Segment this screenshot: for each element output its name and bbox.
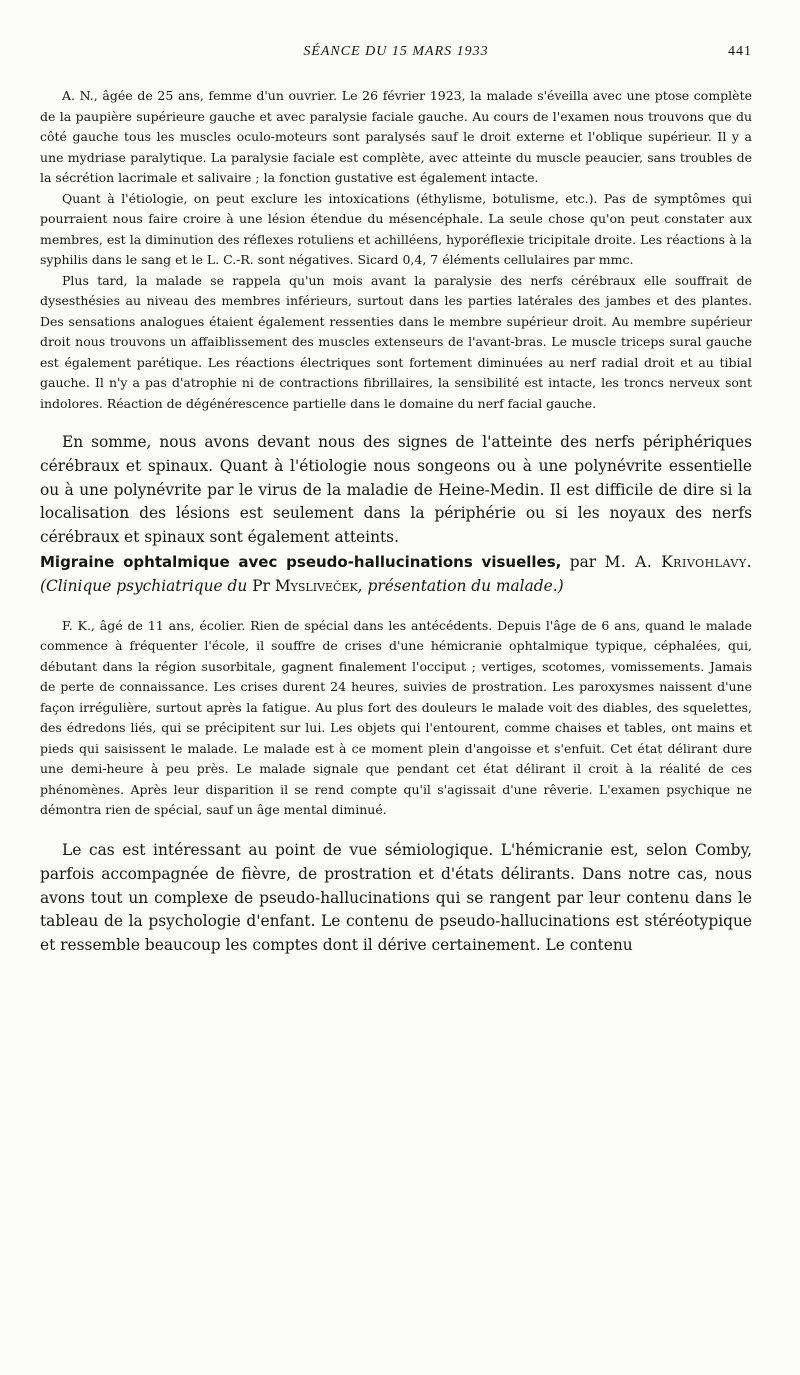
article-heading: [40, 550, 752, 598]
case-report-paragraph: F. K., âgé de 11 ans, écolier. Rien de spécial dans les antécédents. Depuis l'âge de 6 ans, quand le malade commence à fréquenter l'école, il souffre de crises d'une hémicranie ophtalmique typique, céphalées, qui, débutant dans la région susorbitale, gagnent finalement l'occiput ; vertiges, scotomes, vomissements. Jamais de perte de connaissance. Les crises durent 24 heures, suivies de prostration. Les paroxysmes naissent d'une façon irrégulière, surtout après la fatigue. Au plus fort des douleurs le malade voit des diables, des squelettes, des édredons liés, qui se précipitent sur lui. Les objets qui l'entourent, comme chaises et tables, ont mains et pieds qui saisissent le malade. Le malade est à ce moment plein d'angoisse et s'enfuit. Cet état délirant dure une demi-heure à peu près. Le malade signale que pendant cet état délirant il croit à la réalité de ces phénomènes. Après leur disparition il se rend compte qu'il s'agissait d'une rêverie. L'examen psychique ne démontra rien de spécial, sauf un âge mental diminué.: [40, 617, 752, 818]
article-author: M. A. Krivohlavy.: [604, 552, 752, 571]
summary-paragraph: En somme, nous avons devant nous des signes de l'atteinte des nerfs périphériques cérébraux et spinaux. Quant à l'étiologie nous songeons ou à une polynévrite essentielle ou à une polynévrite par le virus de la maladie de Heine-Medin. Il est difficile de dire si la localisation des lésions est seulement dans la périphérie ou si les noyaux des nerfs cérébraux et spinaux sont également atteints.: [40, 433, 752, 547]
discussion-paragraph: Le cas est intéressant au point de vue sémiologique. L'hémicranie est, selon Comby, parfois accompagnée de fièvre, de prostration et d'états délirants. Dans notre cas, nous avons tout un complexe de pseudo-hallucinations qui se rangent par leur contenu dans le tableau de la psychologie d'enfant. Le contenu de pseudo-hallucinations est stéréotypique et ressemble beaucoup les comptes dont il dérive certainement. Le contenu: [40, 840, 752, 955]
journal-page: [40, 40, 752, 1340]
case-paragraph-1: A. N., âgée de 25 ans, femme d'un ouvrier. Le 26 février 1923, la malade s'éveilla avec une ptose complète de la paupière supérieure gauche et avec paralysie faciale gauche. Au cours de l'examen nous trouvons que du côté gauche tous les muscles oculo-moteurs sont paralysés sauf le droit externe et l'oblique supérieur. Il y a une mydriase paralytique. La paralysie faciale est complète, avec atteinte du muscle peaucier, sans troubles de la sécrétion lacrimale et salivaire ; la fonction gustative est également intacte.: [40, 88, 752, 185]
article-affiliation: (Clinique psychiatrique du: [40, 576, 248, 595]
article-by: par: [569, 552, 597, 571]
professor-name: Mysliveček,: [274, 576, 363, 595]
case-paragraph-2: Quant à l'étiologie, on peut exclure les intoxications (éthylisme, botulisme, etc.). Pas de symptômes qui pourraient nous faire croire à une lésion étendue du mésencéphale. La seule chose qu'on peut constater aux membres, est la diminution des réflexes rotuliens et achilléens, hyporéflexie tricipitale droite. Les réactions à la syphilis dans le sang et le L. C.-R. sont négatives. Sicard 0,4, 7 éléments cellulaires par mmc.: [40, 190, 752, 267]
case-paragraph-3: Plus tard, la malade se rappela qu'un mois avant la paralysie des nerfs cérébraux elle souffrait de dysesthésies au niveau des membres inférieurs, surtout dans les parties latérales des jambes et des plantes. Des sensations analogues étaient également ressenties dans le membre supérieur droit. Au membre supérieur droit nous trouvons un affaiblissement des muscles extenseurs de l'avant-bras. Le muscle triceps sural gauche est également parétique. Les réactions électriques sont fortement diminuées au nerf radial droit et au tibial gauche. Il n'y a pas d'atrophie ni de contractions fibrillaires, la sensibilité est intacte, les troncs nerveux sont indolores. Réaction de dégénérescence partielle dans le domaine du nerf facial gauche.: [40, 272, 752, 411]
presentation-note: présentation du malade.): [367, 576, 564, 595]
running-head: SÉANCE DU 15 MARS 1933: [303, 44, 489, 59]
professor-prefix: Pr: [252, 576, 270, 595]
article-title: Migraine ophtalmique avec pseudo-hallucinations visuelles,: [40, 552, 562, 571]
page-number: 441: [728, 44, 752, 59]
page-header: [40, 40, 752, 70]
